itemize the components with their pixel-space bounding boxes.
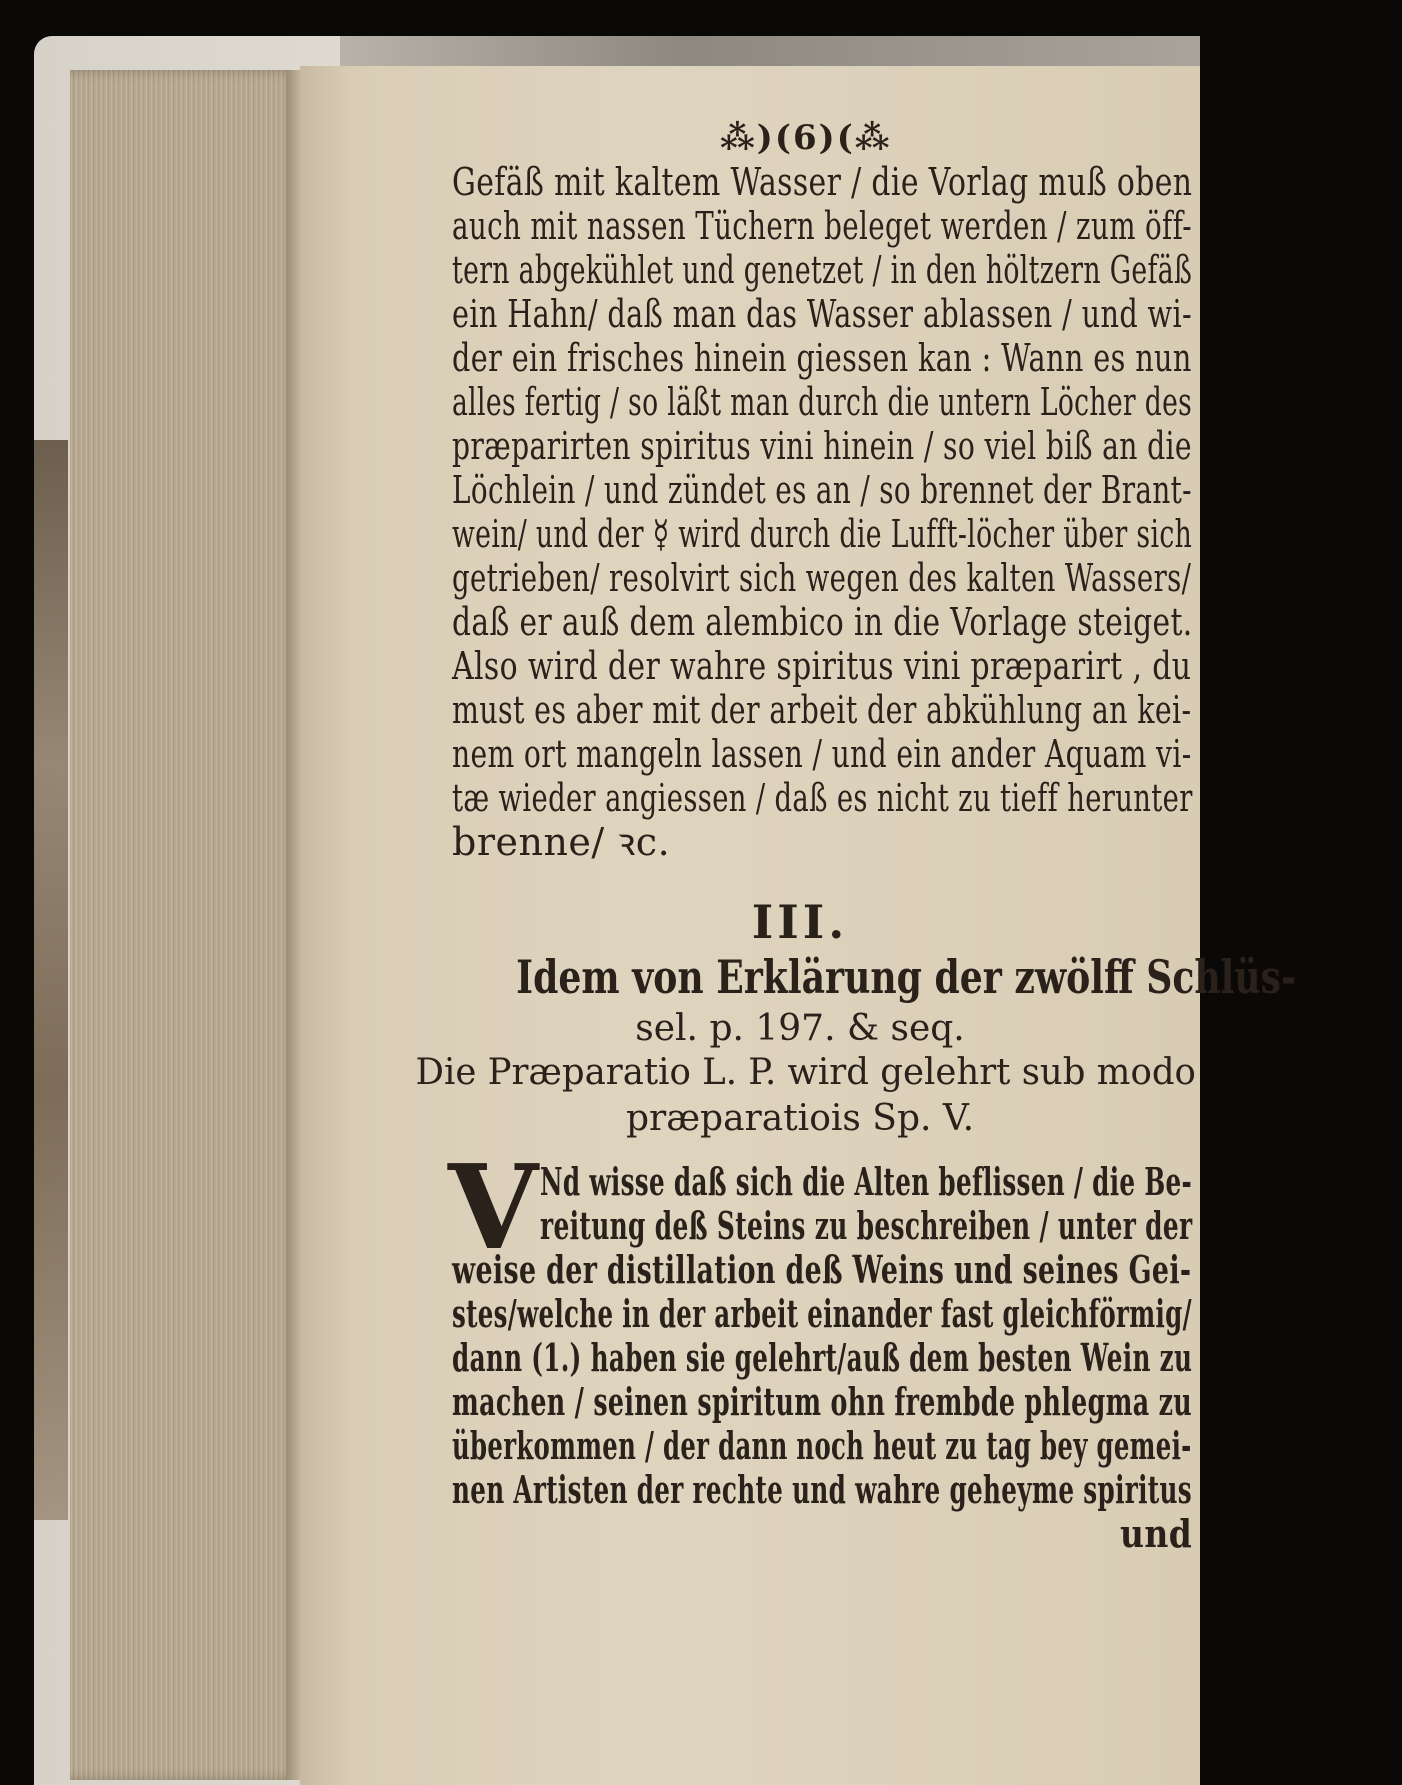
text-line: daß er auß dem alembico in die Vorlage steiget. (452, 600, 1193, 644)
section-title-reference: sel. p. 197. & seq. (635, 1008, 965, 1049)
running-head: ⁂)(6)(⁂ (720, 118, 892, 158)
text-line: machen / seinen spiritum ohn frembde phlegma zu (452, 1379, 1193, 1424)
text-line: überkommen / der dann noch heut zu tag bey gemei- (452, 1423, 1192, 1468)
text-line: Gefäß mit kaltem Wasser / die Vorlag muß oben (452, 160, 1193, 204)
text-line: must es aber mit der arbeit der abkühlung an kei- (452, 688, 1192, 732)
text-line: ein Hahn/ daß man das Wasser ablassen / und wi- (452, 292, 1193, 336)
text-line: der ein frisches hinein giessen kan : Wann es nun (452, 336, 1192, 380)
text-line: stes/welche in der arbeit einander fast gleichförmig/ (452, 1291, 1192, 1336)
text-line: auch mit nassen Tüchern beleget werden / zum öff- (452, 204, 1193, 248)
text-line: tern abgekühlet und genetzet / in den höltzern Gefäß (452, 248, 1193, 292)
text-line: reitung deß Steins zu beschreiben / unter der (540, 1203, 1193, 1248)
section-subtitle: Die Præparatio L. P. wird gelehrt sub modo (415, 1052, 1196, 1093)
text-line: Löchlein / und zündet es an / so brennet der Brant- (452, 468, 1192, 512)
section-title: Idem von Erklärung der zwölff Schlüs- (516, 950, 1297, 1004)
text-line: dann (1.) haben sie gelehrt/auß dem besten Wein zu (452, 1335, 1193, 1380)
text-line: weise der distillation deß Weins und seines Gei- (452, 1247, 1192, 1292)
text-line: nem ort mangeln lassen / und ein ander Aquam vi- (452, 732, 1192, 776)
catchword: und (1120, 1511, 1193, 1556)
text-line: wein/ und der ☿ wird durch die Lufft-löcher über sich (452, 512, 1193, 556)
text-line: Nd wisse daß sich die Alten beflissen / die Be- (540, 1159, 1193, 1204)
drop-cap: V (448, 1140, 539, 1276)
section-subtitle-continued: præparatiois Sp. V. (625, 1098, 975, 1139)
text-line: præparirten spiritus vini hinein / so viel biß an die (452, 424, 1192, 468)
text-line: alles fertig / so läßt man durch die untern Löcher des (452, 380, 1193, 424)
text-line: getrieben/ resolvirt sich wegen des kalten Wassers/ (452, 556, 1192, 600)
text-line: tæ wieder angiessen / daß es nicht zu tieff herunter (452, 776, 1193, 820)
text-line: Also wird der wahre spiritus vini præparirt , du (452, 644, 1192, 688)
text-line: nen Artisten der rechte und wahre geheyme spiritus (452, 1467, 1192, 1512)
section-number: III. (751, 895, 849, 949)
text-line: brenne/ ꝛc. (452, 820, 671, 864)
